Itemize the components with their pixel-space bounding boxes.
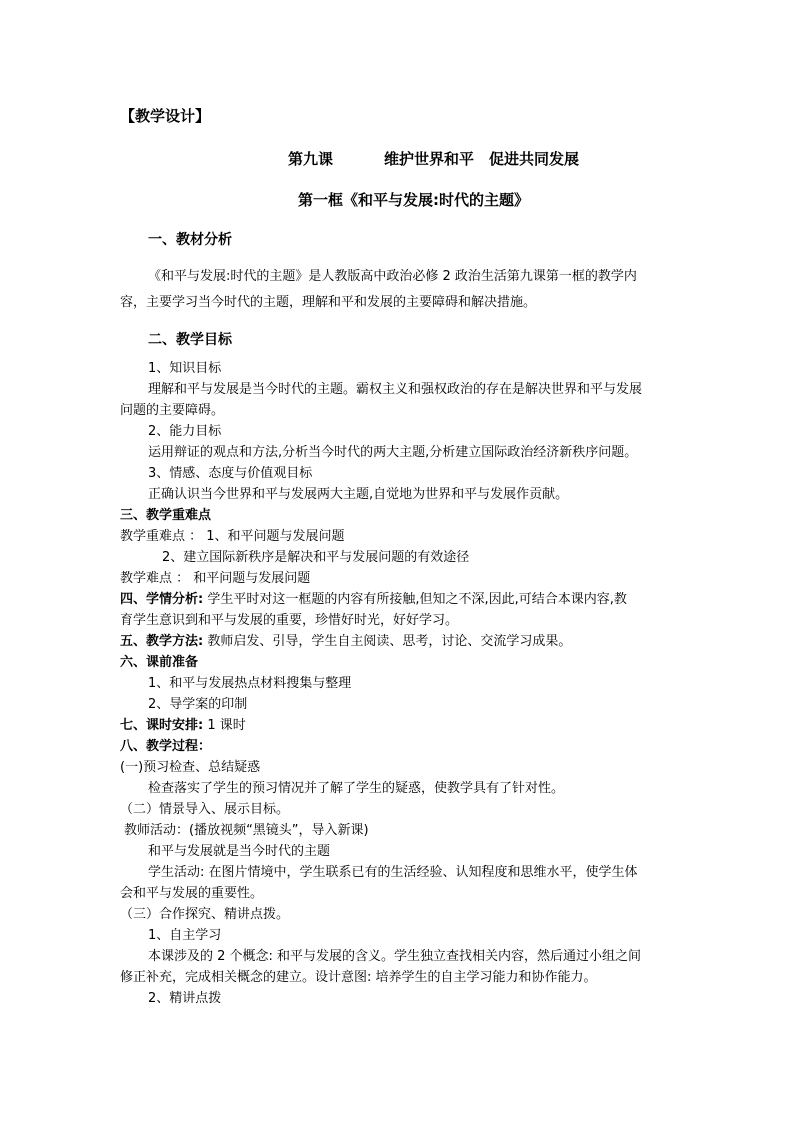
student-analysis-line	[120, 590, 627, 610]
section-heading-analysis: 一、教材分析	[148, 232, 232, 248]
difficulty-line: 教学难点 ： 和平问题与发展问题	[120, 571, 311, 586]
process-substep-text: 修正补充，完成相关概念的建立。设计意图: 培养学生的自主学习能力和协作能力。	[120, 970, 597, 985]
lesson-title: 维护世界和平 促进共同发展	[384, 150, 580, 168]
key-point-line: 2、建立国际新秩序是解决和平与发展问题的有效途径	[162, 550, 470, 565]
knowledge-objective-text: 理解和平与发展是当今时代的主题。霸权主义和强权政治的存在是解决世界和平与发展	[148, 382, 643, 397]
student-analysis-text: 学生平时对这一框题的内容有所接触,但知之不深,因此,可结合本课内容,教	[203, 592, 627, 607]
frame-title: 第一框《和平与发展:时代的主题》	[298, 191, 530, 209]
document-header: 【教学设计】	[120, 107, 211, 125]
process-substep-title: 1、自主学习	[148, 928, 222, 943]
preparation-item: 2、导学案的印制	[148, 697, 248, 712]
process-step-title: （二）情景导入、展示目标。	[120, 802, 290, 817]
section-heading-process: 八、教学过程：	[120, 739, 212, 754]
method-text: 教师启发、引导，学生自主阅读、思考，讨论、交流学习成果。	[203, 634, 572, 649]
knowledge-objective-text: 问题的主要障碍。	[120, 403, 225, 418]
process-substep-title: 2、精讲点拨	[148, 991, 222, 1006]
analysis-text-line: 容，主要学习当今时代的主题，理解和平和发展的主要障碍和解决措施。	[120, 295, 537, 310]
process-topic: 和平与发展就是当今时代的主题	[148, 844, 331, 859]
method-label: 五、教学方法:	[120, 634, 204, 649]
process-step-title: （三）合作探究、精讲点拨。	[120, 907, 290, 922]
lesson-number: 第九课	[288, 150, 334, 168]
process-step-title: (一)预习检查、总结疑惑	[120, 760, 261, 775]
schedule-label: 七、课时安排:	[120, 718, 204, 733]
section-heading-key-points: 三、教学重难点	[120, 508, 212, 523]
analysis-text-line: 《和平与发展:时代的主题》是人教版高中政治必修 2 政治生活第九课第一框的教学内	[148, 269, 637, 284]
schedule-line	[120, 716, 246, 736]
ability-objective-text: 运用辩证的观点和方法,分析当今时代的两大主题,分析建立国际政治经济新秩序问题。	[148, 445, 638, 460]
student-analysis-text: 育学生意识到和平与发展的重要，珍惜好时光，好好学习。	[120, 613, 459, 628]
student-activity: 学生活动: 在图片情境中，学生联系已有的生活经验、认知程度和思维水平，使学生体	[148, 865, 638, 880]
section-heading-objectives: 二、教学目标	[148, 332, 232, 348]
section-heading-preparation: 六、课前准备	[120, 655, 199, 670]
emotion-objective-title: 3、情感、态度与价值观目标	[148, 466, 313, 481]
student-analysis-label: 四、学情分析:	[120, 592, 204, 607]
knowledge-objective-title: 1、知识目标	[148, 361, 222, 376]
schedule-text: 1 课时	[203, 718, 246, 733]
student-activity: 会和平与发展的重要性。	[120, 886, 264, 901]
process-step-text: 检查落实了学生的预习情况并了解了学生的疑惑，使教学具有了针对性。	[148, 781, 565, 796]
key-point-line: 教学重难点 ： 1、和平问题与发展问题	[120, 529, 345, 544]
emotion-objective-text: 正确认识当今世界和平与发展两大主题,自觉地为世界和平与发展作贡献。	[148, 487, 569, 502]
preparation-item: 1、和平与发展热点材料搜集与整理	[148, 676, 352, 691]
ability-objective-title: 2、能力目标	[148, 424, 222, 439]
process-substep-text: 本课涉及的 2 个概念: 和平与发展的含义。学生独立查找相关内容，然后通过小组之间	[148, 949, 642, 964]
teacher-activity: 教师活动：(播放视频“黑镜头”，导入新课)	[124, 823, 369, 838]
method-line	[120, 632, 571, 652]
